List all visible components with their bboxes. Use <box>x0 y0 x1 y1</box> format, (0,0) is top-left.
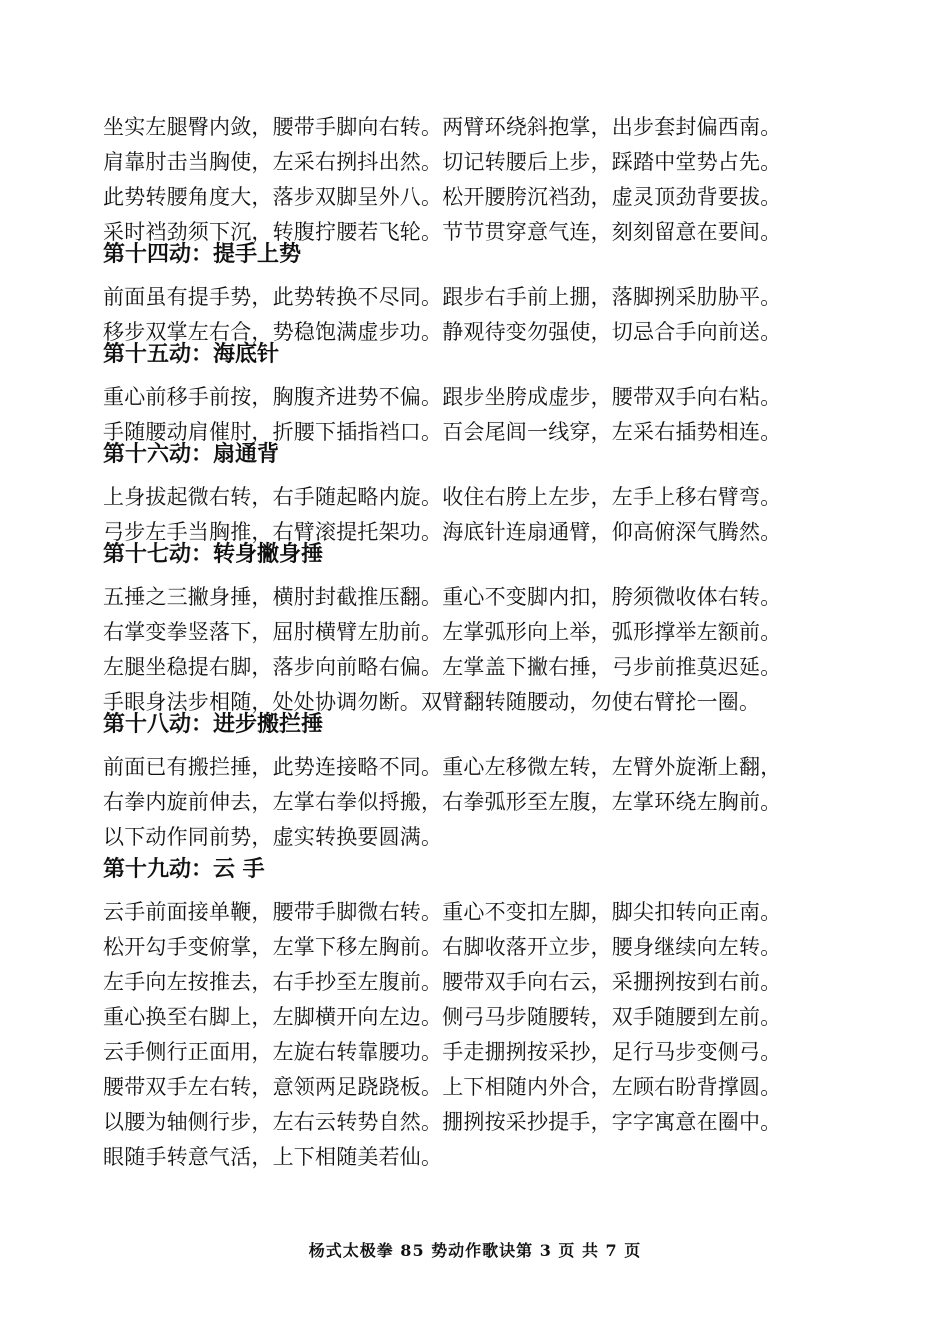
section-16 <box>103 440 863 550</box>
section-18 <box>103 710 863 855</box>
section-19 <box>103 855 863 1175</box>
verse-line: 以腰为轴侧行步，左右云转势自然。掤挒按采抄提手，字字寓意在圈中。 <box>103 1110 782 1134</box>
verse-line: 手眼身法步相随，处处协调勿断。双臂翻转随腰动，勿使右臂抡一圈。 <box>103 690 761 714</box>
verse-line: 腰带双手左右转，意领两足跷跷板。上下相随内外合，左顾右盼背撑圆。 <box>103 1075 782 1099</box>
section-heading: 第十九动：云 手 <box>103 857 265 882</box>
verse-line: 左腿坐稳提右脚，落步向前略右偏。左掌盖下撇右捶，弓步前推莫迟延。 <box>103 655 782 679</box>
section-15 <box>103 340 863 450</box>
section-heading: 第十六动：扇通背 <box>103 442 280 467</box>
verse-line: 重心换至右脚上，左脚横开向左边。侧弓马步随腰转，双手随腰到左前。 <box>103 1005 782 1029</box>
verse-line: 弓步左手当胸推，右臂滚提托架功。海底针连扇通臂，仰高俯深气腾然。 <box>103 520 782 544</box>
verse-line: 采时裆劲须下沉，转腹拧腰若飞轮。节节贯穿意气连，刻刻留意在要间。 <box>103 220 782 244</box>
section-heading: 第十八动：进步搬拦捶 <box>103 712 324 737</box>
verse-line: 左手向左按推去，右手抄至左腹前。腰带双手向右云，采掤挒按到右前。 <box>103 970 782 994</box>
verse-line: 右掌变拳竖落下，屈肘横臂左肋前。左掌弧形向上举，弧形撑举左额前。 <box>103 620 782 644</box>
verse-line: 眼随手转意气活，上下相随美若仙。 <box>103 1145 443 1169</box>
section-continuation <box>103 110 863 250</box>
verse-line: 手随腰动肩催肘，折腰下插指裆口。百会尾闾一线穿，左采右插势相连。 <box>103 420 782 444</box>
section-14 <box>103 240 863 350</box>
verse-line: 肩靠肘击当胸使，左采右挒抖出然。切记转腰后上步，踩踏中堂势占先。 <box>103 150 782 174</box>
verse-line: 五捶之三撇身捶，横肘封截推压翻。重心不变脚内扣，胯须微收体右转。 <box>103 585 782 609</box>
section-heading: 第十七动：转身撇身捶 <box>103 542 324 567</box>
section-heading: 第十五动：海底针 <box>103 342 280 367</box>
page-footer: 杨式太极拳 85 势动作歌诀第 3 页 共 7 页 <box>308 1241 642 1260</box>
verse-line: 前面虽有提手势，此势转换不尽同。跟步右手前上掤，落脚挒采肋胁平。 <box>103 285 782 309</box>
poem-content <box>103 110 863 1175</box>
verse-line: 移步双掌左右合，势稳饱满虚步功。静观待变勿强使，切忌合手向前送。 <box>103 320 782 344</box>
verse-line: 云手前面接单鞭，腰带手脚微右转。重心不变扣左脚，脚尖扣转向正南。 <box>103 900 782 924</box>
verse-line: 云手侧行正面用，左旋右转靠腰功。手走掤挒按采抄，足行马步变侧弓。 <box>103 1040 782 1064</box>
verse-line: 坐实左腿臀内敛，腰带手脚向右转。两臂环绕斜抱掌，出步套封偏西南。 <box>103 115 782 139</box>
verse-line: 以下动作同前势，虚实转换要圆满。 <box>103 825 443 849</box>
verse-line: 重心前移手前按，胸腹齐进势不偏。跟步坐胯成虚步，腰带双手向右粘。 <box>103 385 782 409</box>
verse-line: 前面已有搬拦捶，此势连接略不同。重心左移微左转，左臂外旋渐上翻， <box>103 755 782 779</box>
verse-line: 此势转腰角度大，落步双脚呈外八。松开腰胯沉裆劲，虚灵顶劲背要拔。 <box>103 185 782 209</box>
verse-line: 松开勾手变俯掌，左掌下移左胸前。右脚收落开立步，腰身继续向左转。 <box>103 935 782 959</box>
verse-line: 右拳内旋前伸去，左掌右拳似捋搬，右拳弧形至左腹，左掌环绕左胸前。 <box>103 790 782 814</box>
section-heading: 第十四动：提手上势 <box>103 242 302 267</box>
verse-line: 上身拔起微右转，右手随起略内旋。收住右胯上左步，左手上移右臂弯。 <box>103 485 782 509</box>
section-17 <box>103 540 863 720</box>
